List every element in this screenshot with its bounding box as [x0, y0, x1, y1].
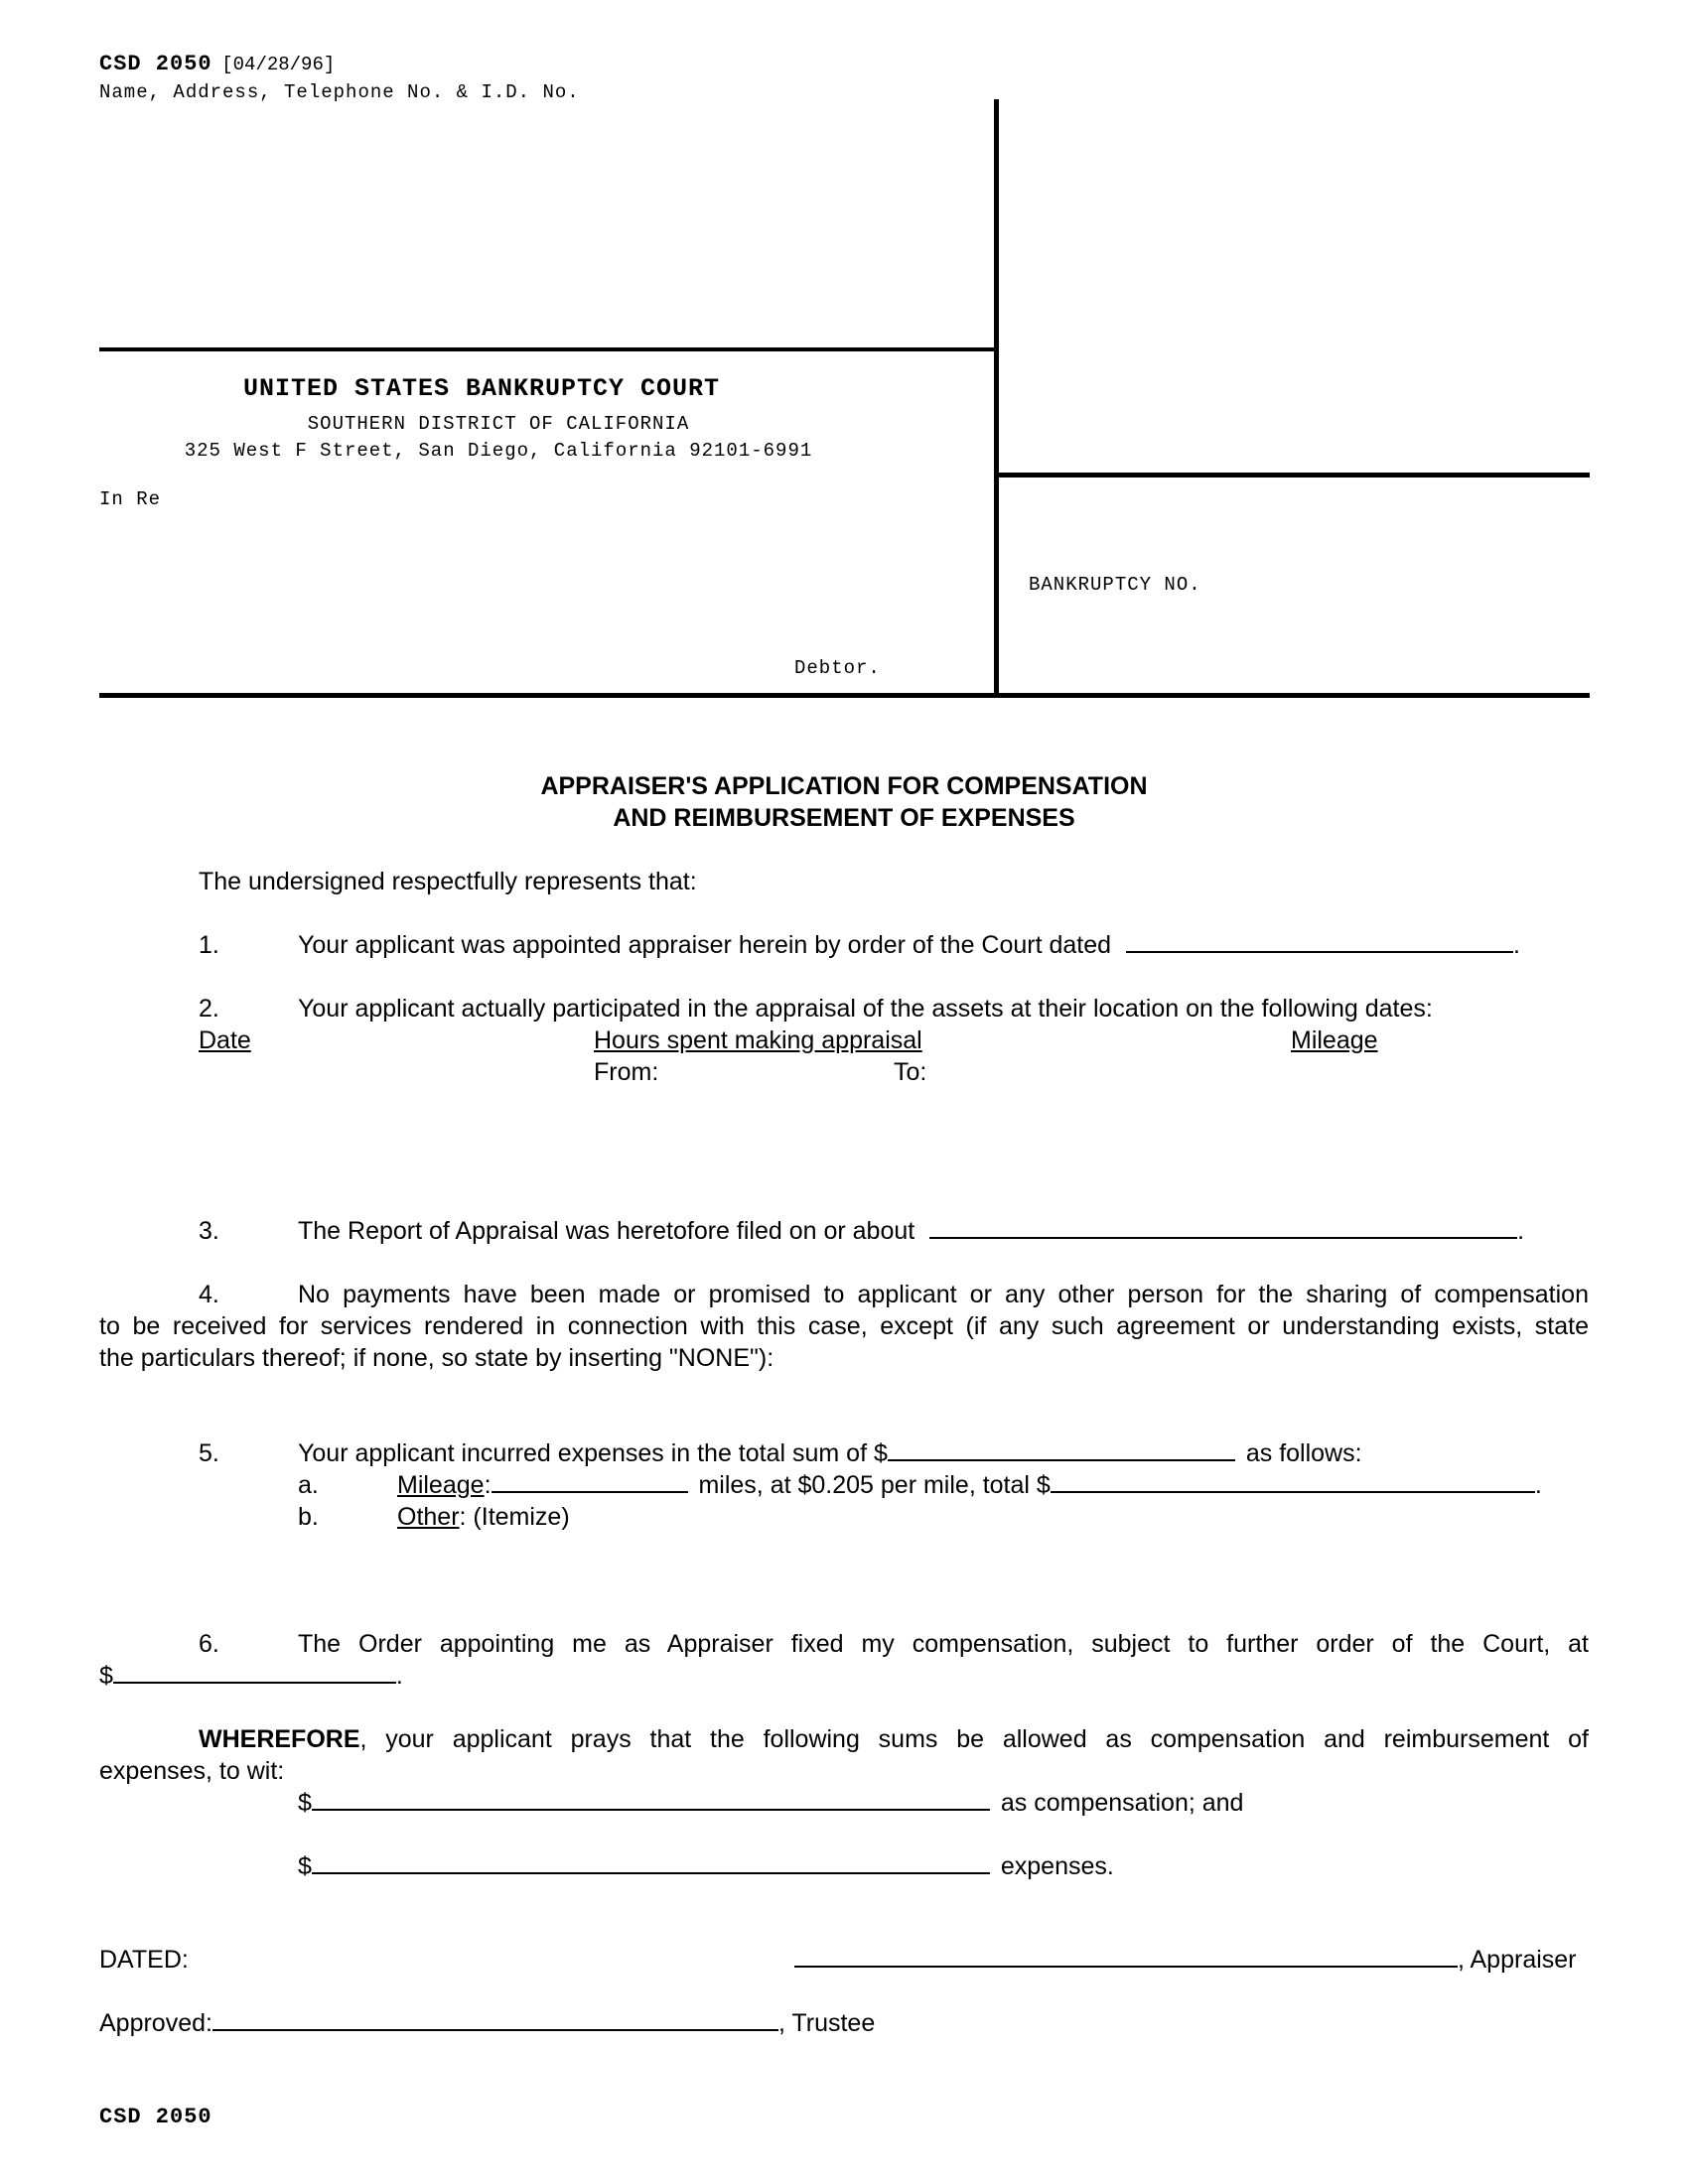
- appraiser-signature-field[interactable]: [794, 1944, 1458, 1968]
- col-hours-header: Hours spent making appraisal: [594, 1026, 922, 1054]
- item-1-text: Your applicant was appointed appraiser herein by order of the Court dated: [298, 931, 1112, 959]
- mileage-miles-field[interactable]: [492, 1469, 688, 1493]
- caption-line-right: [997, 473, 1590, 478]
- wherefore-bold: WHEREFORE: [199, 1725, 360, 1753]
- approved-label: Approved:: [99, 2009, 212, 2037]
- mileage-title: Mileage: [397, 1471, 485, 1499]
- debtor-label: Debtor.: [794, 657, 881, 679]
- wherefore-line2: expenses, to wit:: [99, 1757, 285, 1785]
- bankruptcy-number-label: BANKRUPTCY NO.: [1029, 574, 1201, 596]
- form-title-line2: AND REIMBURSEMENT OF EXPENSES: [613, 804, 1075, 832]
- report-filed-date-field[interactable]: [929, 1215, 1517, 1239]
- item-5a-row: [397, 1469, 1542, 1501]
- expenses-dollar: $: [298, 1852, 312, 1880]
- compensation-dollar: $: [298, 1789, 312, 1817]
- debtor-name-field[interactable]: [99, 516, 983, 645]
- item-2-number: 2.: [199, 995, 219, 1023]
- dated-label: DATED:: [99, 1946, 189, 1974]
- mileage-rate-text: miles, at $0.205 per mile, total $: [698, 1471, 1051, 1499]
- caption-line-top: [99, 347, 997, 351]
- other-itemize-text: : (Itemize): [459, 1503, 570, 1531]
- expenses-row: [298, 1850, 1114, 1882]
- sharing-agreement-entry-area[interactable]: [99, 1378, 1589, 1437]
- item-3-row: [298, 1215, 1524, 1247]
- trustee-label: , Trustee: [777, 2009, 876, 2037]
- compensation-row: [298, 1787, 1243, 1819]
- item-1-row: [298, 929, 1520, 961]
- expenses-amount-field[interactable]: [312, 1850, 990, 1874]
- item-5-number: 5.: [199, 1439, 219, 1467]
- name-address-field[interactable]: [99, 109, 983, 338]
- bankruptcy-number-field[interactable]: [1029, 606, 1565, 665]
- compensation-amount-field[interactable]: [312, 1787, 990, 1811]
- item-6-row2: [99, 1660, 403, 1692]
- item-5a-label: a.: [298, 1471, 319, 1499]
- item-4-number: 4.: [199, 1281, 219, 1308]
- dated-field[interactable]: [199, 1944, 774, 1974]
- appraisal-dates-entry-area[interactable]: [99, 1092, 1589, 1211]
- appointment-date-field[interactable]: [1126, 929, 1513, 953]
- item-4-line3: the particulars thereof; if none, so state by inserting "NONE"):: [99, 1344, 774, 1372]
- col-date-header: Date: [199, 1026, 251, 1054]
- col-to-label: To:: [894, 1058, 927, 1086]
- fixed-compensation-field[interactable]: [113, 1660, 396, 1684]
- item-3-period: .: [1517, 1217, 1525, 1245]
- item-6-dollar: $: [99, 1662, 113, 1690]
- item-4-line2: to be received for services rendered in connection with this case, except (if any such agreement or understanding exists, state: [99, 1312, 1589, 1340]
- in-re-label: In Re: [99, 488, 162, 510]
- item-2-text: Your applicant actually participated in the appraisal of the assets at their location on the following dates:: [298, 995, 1433, 1023]
- col-from-label: From:: [594, 1058, 659, 1086]
- form-id-header: [99, 52, 335, 76]
- total-expenses-field[interactable]: [888, 1437, 1235, 1461]
- item-5a-period: .: [1534, 1471, 1542, 1499]
- item-1-number: 1.: [199, 931, 219, 959]
- approved-row: [99, 2007, 875, 2039]
- caption-line-bottom: [99, 693, 1590, 698]
- item-5-row: [298, 1437, 1362, 1469]
- caption-vertical-divider: [994, 99, 999, 695]
- other-expenses-entry-area[interactable]: [397, 1537, 1589, 1616]
- form-revision-date: [04/28/96]: [221, 54, 336, 75]
- col-mileage-header: Mileage: [1291, 1026, 1378, 1054]
- court-name: UNITED STATES BANKRUPTCY COURT: [242, 374, 721, 403]
- item-5-as-follows: as follows:: [1245, 1439, 1362, 1467]
- court-address: 325 West F Street, San Diego, California 92101-6991: [184, 440, 813, 462]
- expenses-label: expenses.: [1000, 1852, 1114, 1880]
- item-3-number: 3.: [199, 1217, 219, 1245]
- appraiser-label: , Appraiser: [1458, 1946, 1577, 1974]
- appraiser-signature-row: [794, 1944, 1577, 1976]
- item-3-text: The Report of Appraisal was heretofore filed on or about: [298, 1217, 915, 1245]
- mileage-total-field[interactable]: [1051, 1469, 1535, 1493]
- item-6-period: .: [395, 1662, 403, 1690]
- item-5b-row: [397, 1501, 570, 1533]
- item-4-line1: No payments have been made or promised to applicant or any other person for the sharing of compensation: [298, 1281, 1589, 1308]
- wherefore-text: , your applicant prays that the following sums be allowed as compensation and reimbursement of: [359, 1725, 1589, 1753]
- item-5-text: Your applicant incurred expenses in the total sum of $: [298, 1439, 888, 1467]
- name-address-label: Name, Address, Telephone No. & I.D. No.: [99, 81, 580, 103]
- item-6-line1: The Order appointing me as Appraiser fixed my compensation, subject to further order of the Court, at: [298, 1630, 1589, 1658]
- item-1-period: .: [1513, 931, 1520, 959]
- wherefore-line1: [199, 1723, 1589, 1755]
- compensation-label: as compensation; and: [1000, 1789, 1244, 1817]
- mileage-colon: :: [484, 1471, 492, 1499]
- intro-statement: The undersigned respectfully represents that:: [199, 868, 697, 895]
- form-title-line1: APPRAISER'S APPLICATION FOR COMPENSATION: [540, 772, 1148, 800]
- court-district: SOUTHERN DISTRICT OF CALIFORNIA: [307, 413, 690, 435]
- other-title: Other: [397, 1503, 460, 1531]
- footer-form-id: CSD 2050: [99, 2105, 212, 2129]
- form-id: CSD 2050: [99, 52, 212, 76]
- item-5b-label: b.: [298, 1503, 319, 1531]
- item-6-number: 6.: [199, 1630, 219, 1658]
- trustee-signature-field[interactable]: [212, 2007, 778, 2031]
